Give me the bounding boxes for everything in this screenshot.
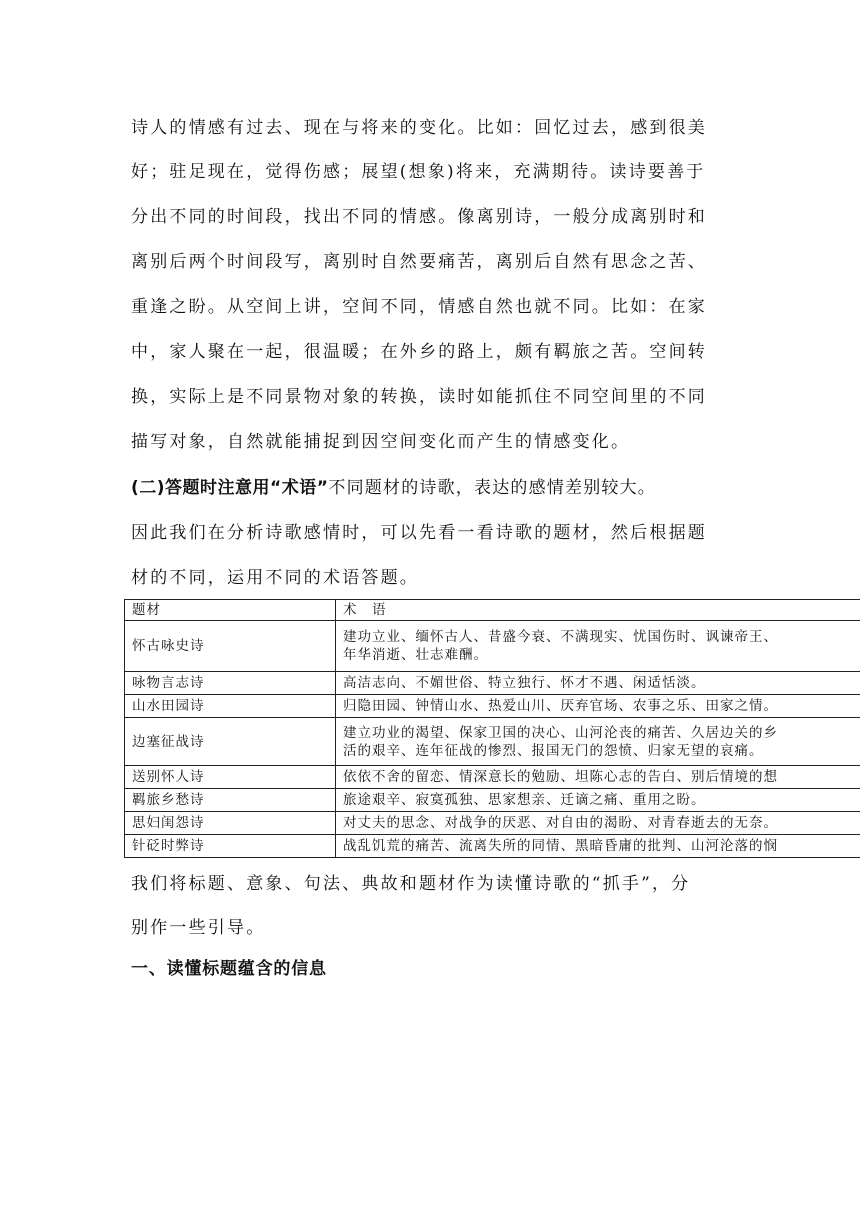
paragraph-line: 材的不同，运用不同的术语答题。 bbox=[131, 568, 419, 588]
table-cell-terms bbox=[336, 621, 860, 672]
paragraph-line: 因此我们在分析诗歌感情时，可以先看一看诗歌的题材，然后根据题 bbox=[131, 523, 707, 543]
terms-line: 建功立业、缅怀古人、昔盛今衰、不满现实、忧国伤时、讽谏帝王、 bbox=[343, 629, 778, 645]
terms-line: 依依不舍的留恋、情深意长的勉励、坦陈心志的告白、别后情境的想 bbox=[343, 769, 778, 785]
table-cell-genre: 羁旅乡愁诗 bbox=[125, 789, 336, 812]
table-row bbox=[125, 835, 860, 858]
table-cell-genre: 怀古咏史诗 bbox=[125, 621, 336, 672]
table-cell-terms bbox=[336, 766, 860, 789]
table-cell-genre: 咏物言志诗 bbox=[125, 672, 336, 695]
table-cell-terms bbox=[336, 812, 860, 835]
table-header-row bbox=[125, 600, 860, 621]
terms-line: 战乱饥荒的痛苦、流离失所的同情、黑暗昏庸的批判、山河沦落的悯 bbox=[343, 838, 778, 854]
table-row bbox=[125, 812, 860, 835]
table-row bbox=[125, 695, 860, 718]
paragraph-line: 分出不同的时间段，找出不同的情感。像离别诗，一般分成离别时和 bbox=[131, 207, 707, 227]
table-cell-terms bbox=[336, 695, 860, 718]
paragraph-line: 别作一些引导。 bbox=[131, 918, 266, 938]
table-header-genre: 题材 bbox=[125, 600, 336, 621]
terms-line: 活的艰辛、连年征战的惨烈、报国无门的怨愤、归家无望的哀痛。 bbox=[343, 742, 764, 759]
table-cell-terms bbox=[336, 789, 860, 812]
paragraph-line: 我们将标题、意象、句法、典故和题材作为读懂诗歌的“抓手”，分 bbox=[131, 874, 691, 894]
section-title: 一、读懂标题蕴含的信息 bbox=[131, 959, 327, 979]
table-row bbox=[125, 621, 860, 672]
table-cell-genre: 送别怀人诗 bbox=[125, 766, 336, 789]
terms-line: 建立功业的渴望、保家卫国的决心、山河沦丧的痛苦、久居边关的乡 bbox=[343, 724, 778, 741]
table-row bbox=[125, 789, 860, 812]
terms-line: 旅途艰辛、寂寞孤独、思家想亲、迁谪之痛、重用之盼。 bbox=[343, 792, 706, 808]
paragraph-line: 中，家人聚在一起，很温暖；在外乡的路上，颇有羁旅之苦。空间转 bbox=[131, 342, 707, 362]
terms-line: 高洁志向、不媚世俗、特立独行、怀才不遇、闲适恬淡。 bbox=[343, 675, 706, 691]
subheading-terminology bbox=[131, 477, 751, 499]
table-row bbox=[125, 766, 860, 789]
terms-line: 对丈夫的思念、对战争的厌恶、对自由的渴盼、对青春逝去的无奈。 bbox=[343, 815, 778, 831]
table-cell-terms bbox=[336, 718, 860, 766]
table-header-terms: 术 语 bbox=[336, 600, 860, 621]
terms-line: 年华消逝、壮志难酬。 bbox=[343, 647, 488, 663]
table-cell-genre: 山水田园诗 bbox=[125, 695, 336, 718]
table-row bbox=[125, 718, 860, 766]
terms-line: 归隐田园、钟情山水、热爱山川、厌弃官场、农事之乐、田家之情。 bbox=[343, 698, 778, 714]
paragraph-line: 诗人的情感有过去、现在与将来的变化。比如：回忆过去，感到很美 bbox=[131, 118, 707, 138]
paragraph-line: 重逢之盼。从空间上讲，空间不同，情感自然也就不同。比如：在家 bbox=[131, 297, 707, 317]
table-cell-genre: 针砭时弊诗 bbox=[125, 835, 336, 858]
paragraph-line: 好；驻足现在，觉得伤感；展望(想象)将来，充满期待。读诗要善于 bbox=[131, 162, 706, 182]
paragraph-line: 描写对象，自然就能捕捉到因空间变化而产生的情感变化。 bbox=[131, 432, 631, 452]
table-row bbox=[125, 672, 860, 695]
subheading-rest-text: 不同题材的诗歌，表达的感情差别较大。 bbox=[328, 478, 656, 498]
table-cell-genre: 边塞征战诗 bbox=[125, 718, 336, 766]
paragraph-line: 换，实际上是不同景物对象的转换，读时如能抓住不同空间里的不同 bbox=[131, 387, 707, 407]
genre-terms-table bbox=[124, 599, 860, 858]
subheading-bold-text: (二)答题时注意用“术语” bbox=[131, 478, 329, 498]
paragraph-line: 离别后两个时间段写，离别时自然要痛苦，离别后自然有思念之苦、 bbox=[131, 252, 707, 272]
table-cell-terms bbox=[336, 672, 860, 695]
table-cell-terms bbox=[336, 835, 860, 858]
table-cell-genre: 思妇闺怨诗 bbox=[125, 812, 336, 835]
